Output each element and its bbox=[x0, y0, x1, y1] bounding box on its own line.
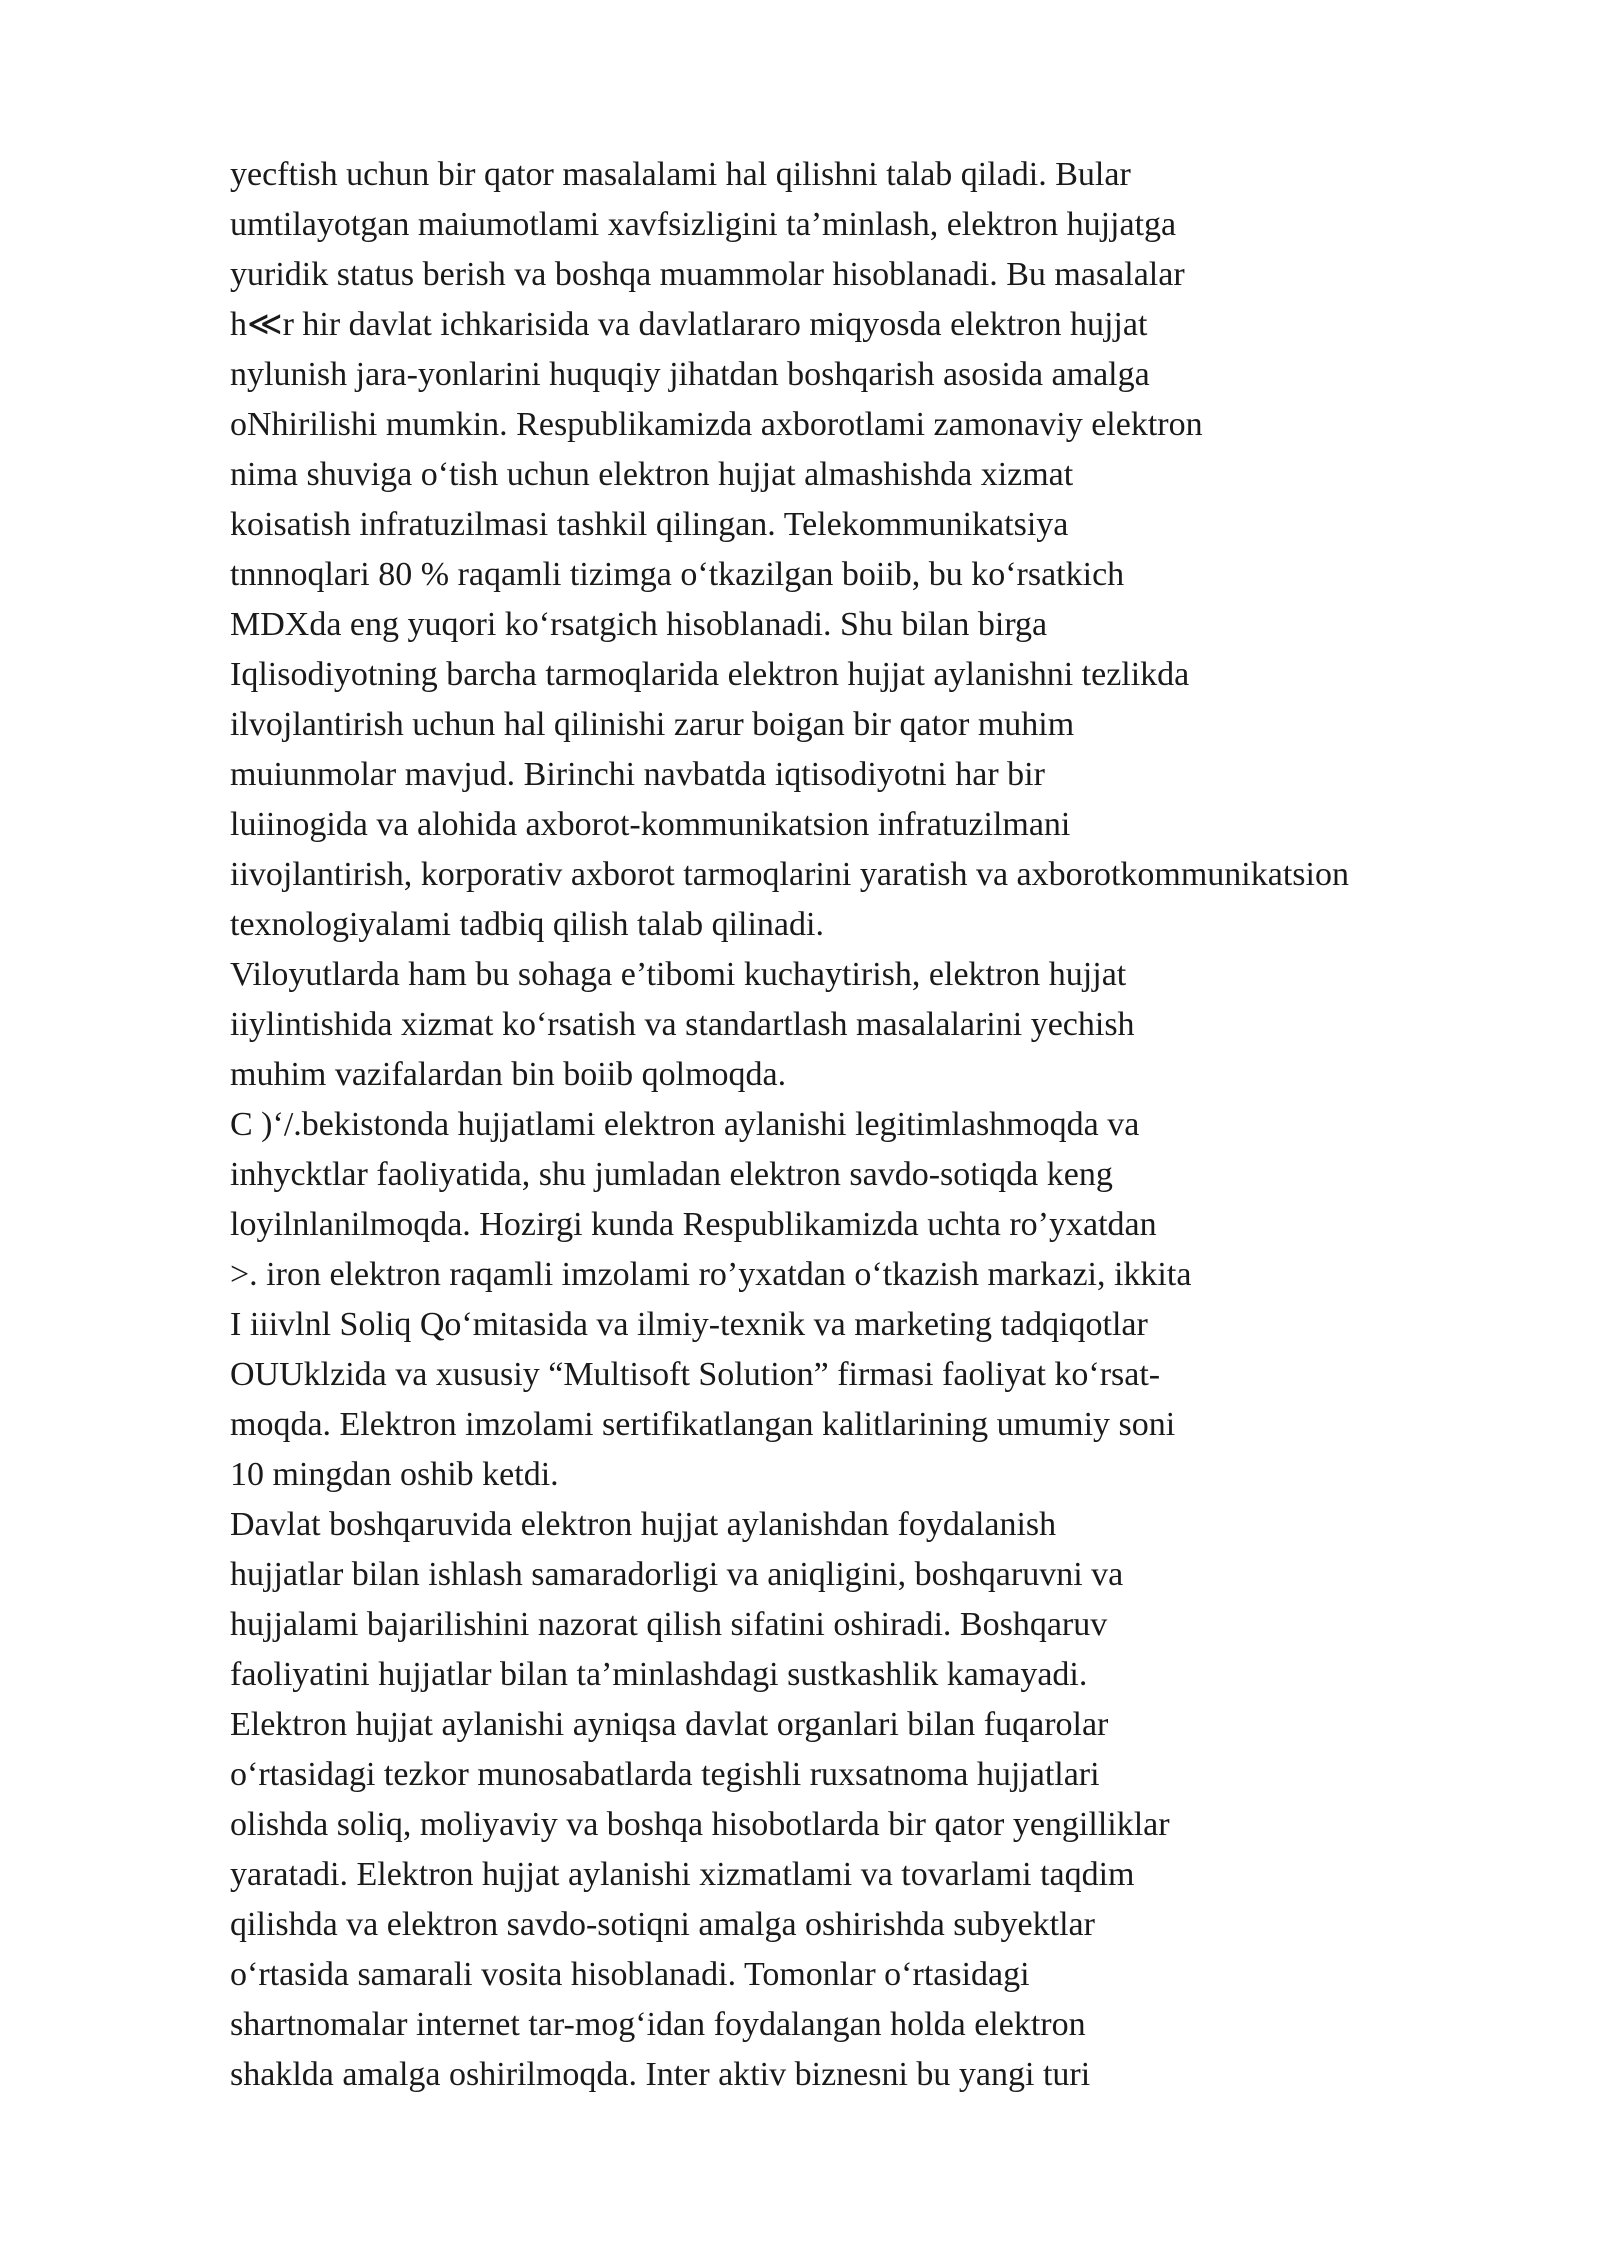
text-line: moqda. Elektron imzolami sertifikatlangan kalitlarining umumiy soni bbox=[230, 1406, 1176, 1443]
text-line: C )‘/.bekistonda hujjatlami elektron aylanishi legitimlashmoqda va bbox=[230, 1106, 1140, 1143]
text-line: hujjatlar bilan ishlash samaradorligi va aniqligini, boshqaruvni va bbox=[230, 1556, 1124, 1593]
text-line: tnnnoqlari 80 % raqamli tizimga o‘tkazilgan boiib, bu ko‘rsatkich bbox=[230, 556, 1125, 593]
text-line: o‘rtasidagi tezkor munosabatlarda tegishli ruxsatnoma hujjatlari bbox=[230, 1756, 1100, 1793]
text-line: hujjalami bajarilishini nazorat qilish sifatini oshiradi. Boshqaruv bbox=[230, 1606, 1108, 1643]
text-line: yaratadi. Elektron hujjat aylanishi xizmatlami va tovarlami taqdim bbox=[230, 1856, 1135, 1893]
text-line: qilishda va elektron savdo-sotiqni amalga oshirishda subyektlar bbox=[230, 1906, 1095, 1943]
text-line: shaklda amalga oshirilmoqda. Inter aktiv biznesni bu yangi turi bbox=[230, 2056, 1091, 2093]
text-line: inhycktlar faoliyatida, shu jumladan elektron savdo-sotiqda keng bbox=[230, 1156, 1113, 1193]
text-line: I iiivlnl Soliq Qo‘mitasida va ilmiy-texnik va marketing tadqiqotlar bbox=[230, 1306, 1148, 1343]
text-line: olishda soliq, moliyaviy va boshqa hisobotlarda bir qator yengilliklar bbox=[230, 1806, 1170, 1843]
text-line: muiunmolar mavjud. Birinchi navbatda iqtisodiyotni har bir bbox=[230, 756, 1045, 793]
text-line: Davlat boshqaruvida elektron hujjat aylanishdan foydalanish bbox=[230, 1506, 1057, 1543]
text-line: luiinogida va alohida axborot-kommunikatsion infratuzilmani bbox=[230, 806, 1071, 843]
text-line: muhim vazifalardan bin boiib qolmoqda. bbox=[230, 1056, 787, 1093]
text-line: Iqlisodiyotning barcha tarmoqlarida elektron hujjat aylanishni tezlikda bbox=[230, 656, 1190, 693]
text-line: ilvojlantirish uchun hal qilinishi zarur boigan bir qator muhim bbox=[230, 706, 1075, 743]
text-line: loyilnlanilmoqda. Hozirgi kunda Respublikamizda uchta ro’yxatdan bbox=[230, 1206, 1157, 1243]
text-line: 10 mingdan oshib ketdi. bbox=[230, 1456, 559, 1493]
text-line: h≪r hir davlat ichkarisida va davlatlararo miqyosda elektron hujjat bbox=[230, 306, 1148, 343]
text-line: iivojlantirish, korporativ axborot tarmoqlarini yaratish va axborotkommunikatsion bbox=[230, 856, 1349, 893]
text-line: Elektron hujjat aylanishi ayniqsa davlat organlari bilan fuqarolar bbox=[230, 1706, 1109, 1743]
text-line: iiylintishida xizmat ko‘rsatish va standartlash masalalarini yechish bbox=[230, 1006, 1135, 1043]
text-line: >. iron elektron raqamli imzolami ro’yxatdan o‘tkazish markazi, ikkita bbox=[230, 1256, 1192, 1293]
text-line: yecftish uchun bir qator masalalami hal qilishni talab qiladi. Bular bbox=[230, 156, 1131, 193]
text-line: umtilayotgan maiumotlami xavfsizligini ta’minlash, elektron hujjatga bbox=[230, 206, 1177, 243]
text-line: Viloyutlarda ham bu sohaga e’tibomi kuchaytirish, elektron hujjat bbox=[230, 956, 1127, 993]
text-line: MDXda eng yuqori ko‘rsatgich hisoblanadi. Shu bilan birga bbox=[230, 606, 1048, 643]
text-line: o‘rtasida samarali vosita hisoblanadi. Tomonlar o‘rtasidagi bbox=[230, 1956, 1030, 1993]
text-line: koisatish infratuzilmasi tashkil qilingan. Telekommunikatsiya bbox=[230, 506, 1069, 543]
text-line: yuridik status berish va boshqa muammolar hisoblanadi. Bu masalalar bbox=[230, 256, 1185, 293]
body-text bbox=[230, 150, 1560, 2100]
text-line: OUUklzida va xususiy “Multisoft Solution” firmasi faoliyat ko‘rsat- bbox=[230, 1356, 1161, 1393]
text-line: shartnomalar internet tar-mog‘idan foydalangan holda elektron bbox=[230, 2006, 1086, 2043]
text-line: nima shuviga o‘tish uchun elektron hujjat almashishda xizmat bbox=[230, 456, 1074, 493]
text-line: nylunish jara-yonlarini huquqiy jihatdan boshqarish asosida amalga bbox=[230, 356, 1150, 393]
text-line: texnologiyalami tadbiq qilish talab qilinadi. bbox=[230, 906, 824, 943]
text-line: faoliyatini hujjatlar bilan ta’minlashdagi sustkashlik kamayadi. bbox=[230, 1656, 1088, 1693]
text-line: oNhirilishi mumkin. Respublikamizda axborotlami zamonaviy elektron bbox=[230, 406, 1203, 443]
